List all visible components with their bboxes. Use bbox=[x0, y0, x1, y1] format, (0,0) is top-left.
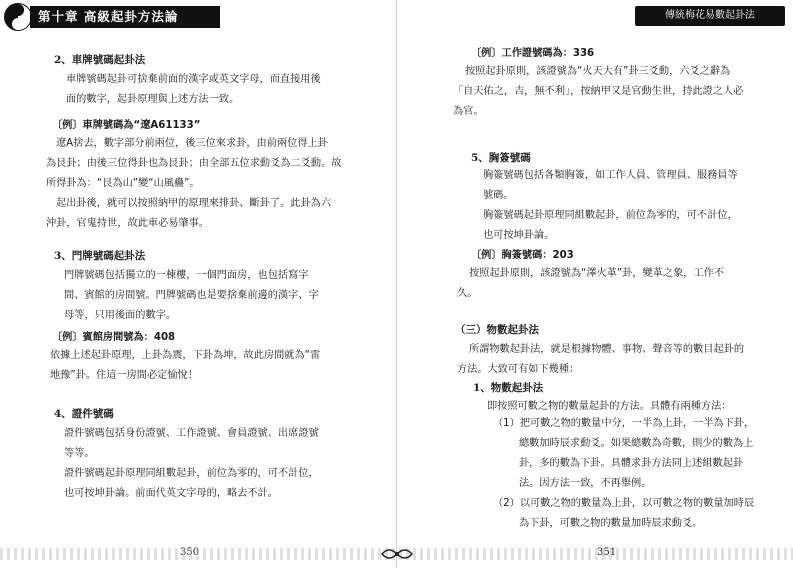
text-line: （2）以可數之物的數量為上卦，以可數之物的數量加時辰 bbox=[493, 498, 755, 509]
example-title: 〔例〕賓館房間號為：408 bbox=[52, 332, 176, 343]
text-line: 車牌號碼起卦可捨棄前面的漢字或英文字母，而直接用後 bbox=[66, 74, 321, 85]
center-ornament-icon bbox=[380, 546, 414, 562]
section-title: 5、胸簽號碼 bbox=[471, 152, 531, 164]
section-title: （三）物數起卦法 bbox=[455, 324, 539, 336]
page-number: 350 bbox=[180, 547, 200, 558]
section-body bbox=[457, 340, 783, 380]
text-line: 所得卦為：“艮為山”變“山風蠱”。 bbox=[46, 178, 200, 189]
text-line: 方法。大致可有如下幾種： bbox=[457, 364, 580, 375]
list-item bbox=[493, 494, 783, 534]
section-body bbox=[64, 424, 366, 504]
example-body bbox=[46, 134, 366, 234]
text-line: 地豫”卦。住這一房間必定愉悅！ bbox=[50, 370, 198, 381]
text-line: 號碼。 bbox=[483, 190, 514, 201]
text-line: 依據上述起卦原理，上卦為震，下卦為坤，故此房間就為“雷 bbox=[50, 350, 321, 361]
text-line: 也可按坤卦論。前面代英文字母的，略去不計。 bbox=[64, 488, 278, 499]
yin-yang-icon bbox=[4, 3, 32, 31]
text-line: 門牌號碼包括獨立的一棟樓，一個門面房，也包括寫字 bbox=[64, 270, 309, 281]
example-title: 〔例〕工作證號碼為：336 bbox=[471, 48, 595, 59]
chapter-header bbox=[0, 0, 220, 34]
text-line: 母等，只用後面的數字。 bbox=[64, 310, 177, 321]
text-line: 卦，多的數為下卦。具體求卦方法同上述組數起卦 bbox=[519, 458, 744, 469]
section-body bbox=[64, 266, 364, 326]
text-line: 總數加時辰求動爻。如果總數為奇數，則少的數為上 bbox=[519, 438, 754, 449]
text-line: 按照起卦原則，該證號為“火天大有”卦三爻動，六爻之辭為 bbox=[465, 66, 731, 77]
text-line: 法。因方法一致，不再舉例。 bbox=[519, 478, 652, 489]
text-line: 胸簽號碼起卦原理同組數起卦，前位為零的，可不計位， bbox=[483, 210, 738, 221]
section-title: 4、證件號碼 bbox=[54, 408, 114, 420]
example-body bbox=[50, 346, 366, 386]
text-line: 等等。 bbox=[64, 448, 95, 459]
chapter-title: 第十章 高級起卦方法論 bbox=[30, 6, 220, 28]
list-item bbox=[493, 414, 783, 494]
section-body bbox=[66, 70, 366, 110]
text-line: 為下卦，可數之物的數量加時辰求動爻。 bbox=[519, 518, 703, 529]
section-title: 3、門牌號碼起卦法 bbox=[54, 250, 146, 262]
section-title: 2、車牌號碼起卦法 bbox=[54, 54, 146, 66]
subsection-title: 1、物數起卦法 bbox=[473, 382, 544, 394]
subsection-body: 即按照可數之物的數量起卦的方法。具體有兩種方法： bbox=[487, 401, 732, 412]
text-line: 面的數字，起卦原理與上述方法一致。 bbox=[66, 94, 240, 105]
text-line: 為艮卦；由後三位得卦也為艮卦；由全部五位求動爻為二爻動。故 bbox=[46, 158, 342, 169]
text-line: 遼A捨去，數字部分前兩位，後三位來求卦，由前兩位得上卦 bbox=[56, 138, 328, 149]
text-line: 起出卦後，就可以按照納甲的原理來排卦、斷卦了。此卦為六 bbox=[56, 198, 332, 209]
text-line: 久。 bbox=[457, 288, 478, 299]
text-line: （1）把可數之物的數量中分，一半為上卦，一半為下卦， bbox=[493, 418, 755, 429]
section-body bbox=[483, 166, 783, 246]
text-line: 為官。 bbox=[453, 106, 484, 117]
text-line: 也可按坤卦論。 bbox=[483, 230, 555, 241]
left-page bbox=[0, 0, 396, 568]
example-title: 〔例〕胸簽號碼：203 bbox=[471, 250, 574, 261]
example-body bbox=[453, 62, 779, 122]
text-line: 沖卦，官鬼持世，故此車必易肇事。 bbox=[46, 218, 209, 229]
running-title: 傳統梅花易數起卦法 bbox=[635, 6, 785, 26]
text-line: 間、賓館的房間號。門牌號碼也是要捨棄前邊的漢字、字 bbox=[64, 290, 319, 301]
right-page bbox=[397, 0, 793, 568]
text-line: 胸簽號碼包括各類胸簽，如工作人員、管理員、服務員等 bbox=[483, 170, 738, 181]
text-line: 按照起卦原則，該證號為“澤火革”卦，變革之象，工作不 bbox=[469, 268, 725, 279]
example-title: 〔例〕車牌號碼為“遼A61133” bbox=[52, 120, 201, 131]
text-line: 證件號碼起卦原理同組數起卦，前位為零的，可不計位， bbox=[64, 468, 319, 479]
example-body bbox=[457, 264, 783, 304]
text-line: 證件號碼包括身份證號、工作證號、會員證號、出席證號 bbox=[64, 428, 319, 439]
text-line: 「自天佑之，吉，無不利」，按納甲又是官動生世，持此證之人必 bbox=[453, 86, 744, 97]
page-number: 351 bbox=[597, 547, 617, 558]
text-line: 所謂物數起卦法，就是根據物體、事物、聲音等的數目起卦的 bbox=[469, 344, 745, 355]
